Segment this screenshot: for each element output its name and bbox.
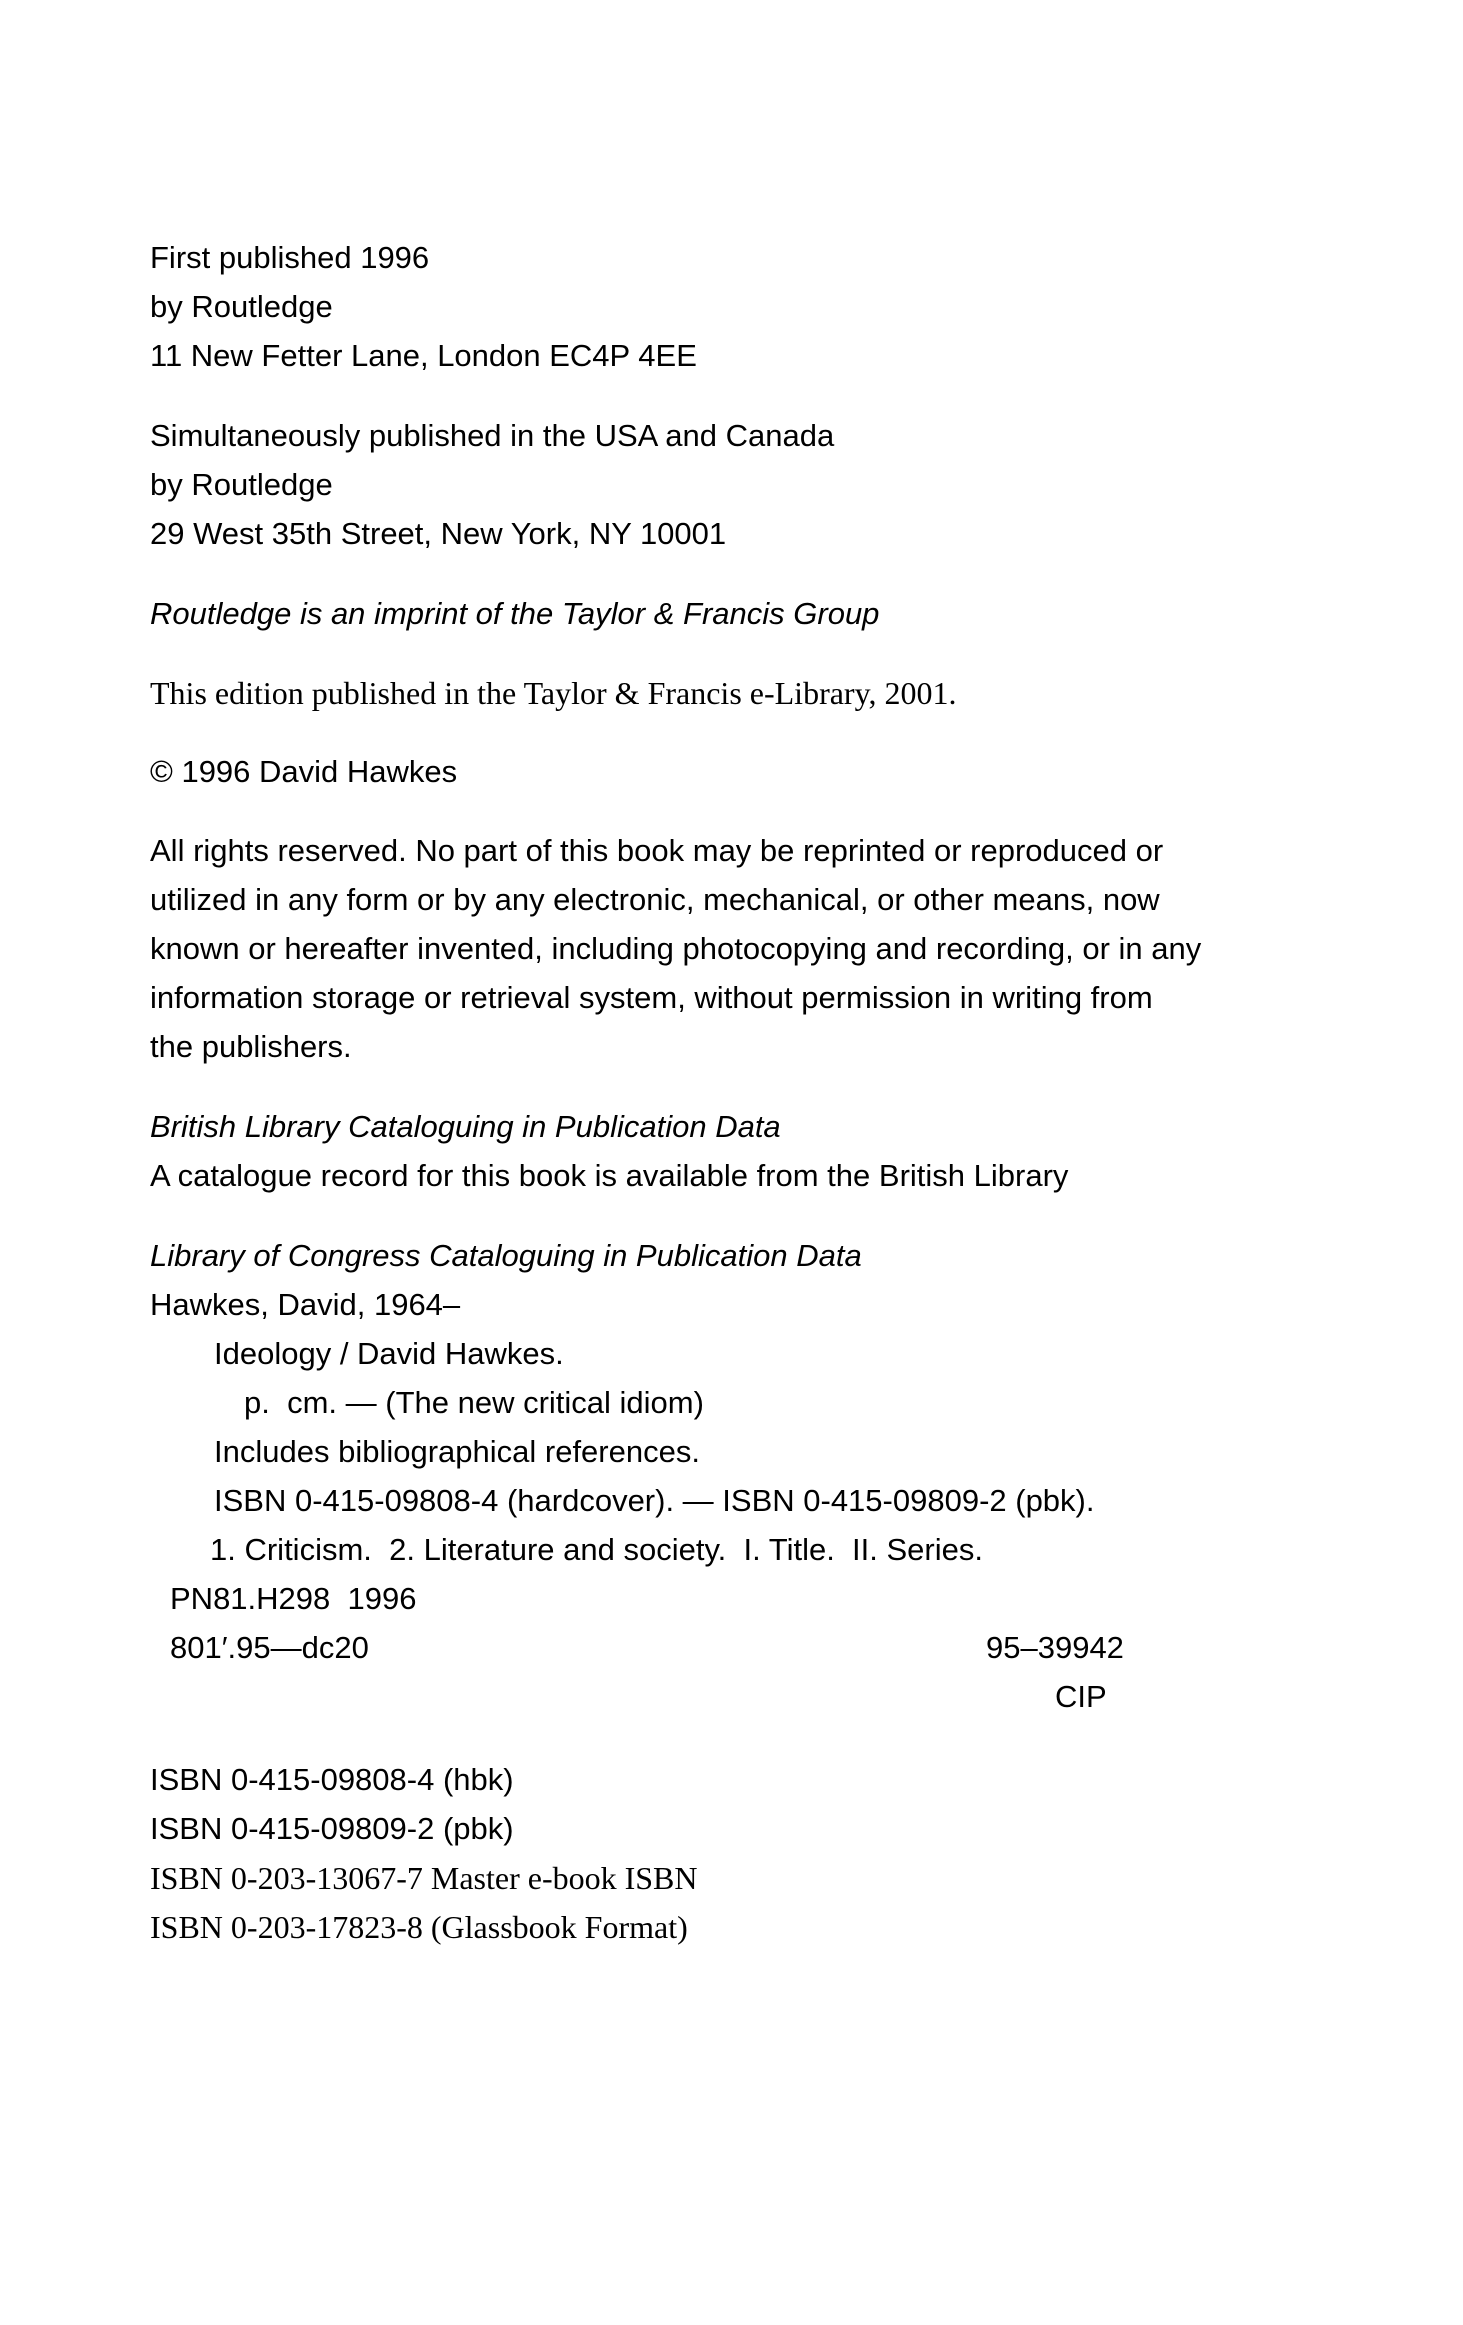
rights-line: the publishers.: [150, 1029, 352, 1064]
rights-line: known or hereafter invented, including photocopying and recording, or in any: [150, 931, 1202, 966]
loc-cip: CIP: [1055, 1679, 1107, 1714]
publisher: by Routledge: [150, 289, 333, 324]
loc-lccn: 95–39942: [986, 1630, 1124, 1665]
loc-includes: Includes bibliographical references.: [214, 1434, 700, 1469]
loc-subjects: 1. Criticism. 2. Literature and society. I. Title. II. Series.: [210, 1532, 983, 1567]
loc-heading: Library of Congress Cataloguing in Publication Data: [150, 1238, 862, 1273]
rights-line: utilized in any form or by any electronic, mechanical, or other means, now: [150, 882, 1160, 917]
isbn-hbk: ISBN 0-415-09808-4 (hbk): [150, 1762, 514, 1797]
loc-author: Hawkes, David, 1964–: [150, 1287, 461, 1322]
british-library-heading: British Library Cataloguing in Publication Data: [150, 1109, 781, 1144]
usa-publisher: by Routledge: [150, 467, 333, 502]
loc-dewey: 801′.95—dc20: [170, 1630, 369, 1665]
loc-physical: p. cm. — (The new critical idiom): [244, 1385, 704, 1420]
isbn-pbk: ISBN 0-415-09809-2 (pbk): [150, 1811, 514, 1846]
loc-title: Ideology / David Hawkes.: [214, 1336, 564, 1371]
copyright-notice: © 1996 David Hawkes: [150, 754, 458, 789]
rights-line: information storage or retrieval system, without permission in writing from: [150, 980, 1153, 1015]
publisher-address-uk: 11 New Fetter Lane, London EC4P 4EE: [150, 338, 697, 373]
first-published: First published 1996: [150, 240, 430, 275]
loc-isbn: ISBN 0-415-09808-4 (hardcover). — ISBN 0-415-09809-2 (pbk).: [214, 1483, 1095, 1518]
loc-call-number: PN81.H298 1996: [170, 1581, 417, 1616]
usa-canada-note: Simultaneously published in the USA and Canada: [150, 418, 835, 453]
isbn-glassbook: ISBN 0-203-17823-8 (Glassbook Format): [150, 1909, 688, 1945]
publisher-address-us: 29 West 35th Street, New York, NY 10001: [150, 516, 727, 551]
edition-note: This edition published in the Taylor & Francis e-Library, 2001.: [150, 675, 957, 711]
british-library-text: A catalogue record for this book is available from the British Library: [150, 1158, 1069, 1193]
rights-line: All rights reserved. No part of this book may be reprinted or reproduced or: [150, 833, 1164, 868]
isbn-master-ebook: ISBN 0-203-13067-7 Master e-book ISBN: [150, 1860, 698, 1896]
imprint-note: Routledge is an imprint of the Taylor & Francis Group: [150, 596, 880, 631]
